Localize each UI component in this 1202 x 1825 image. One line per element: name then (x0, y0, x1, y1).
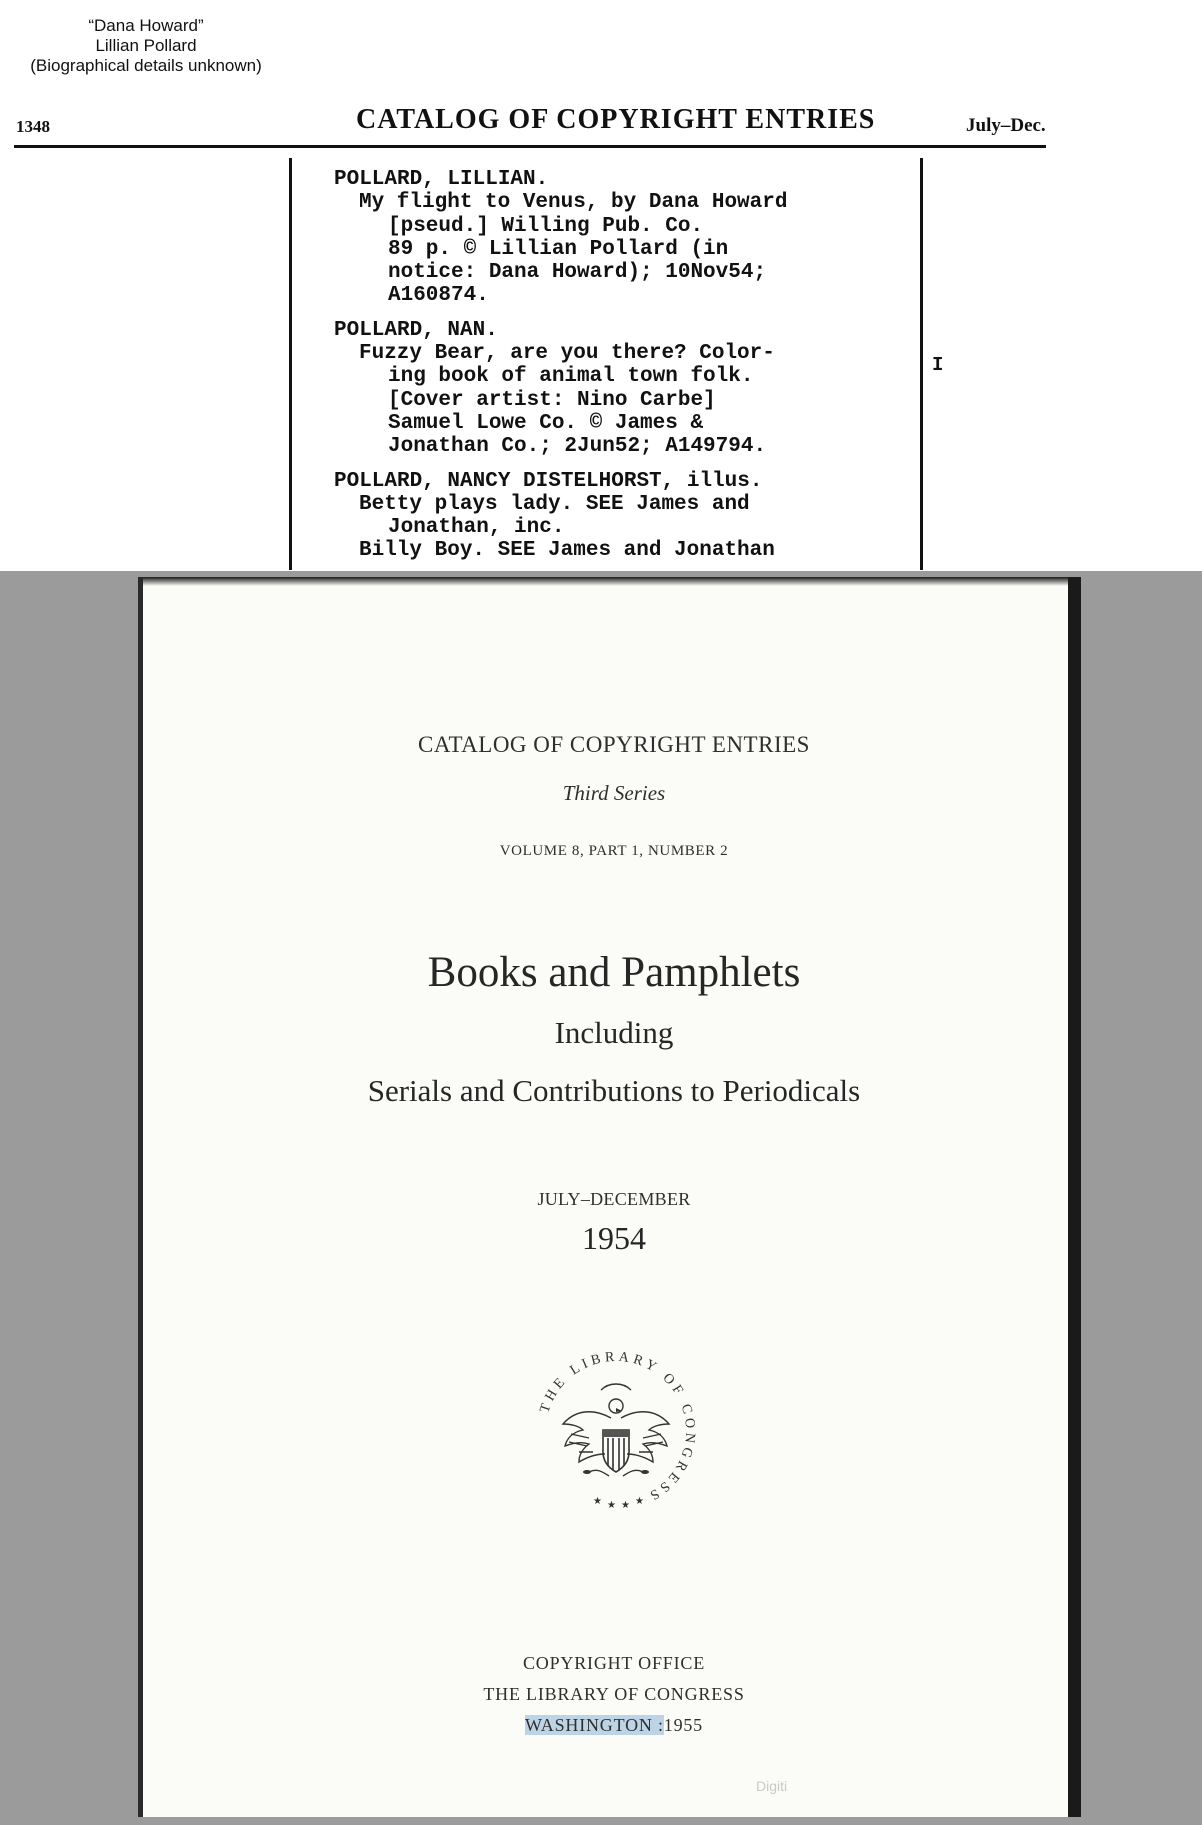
cover-catalog-title: CATALOG OF COPYRIGHT ENTRIES (418, 732, 810, 757)
svg-text:★: ★ (635, 1496, 644, 1507)
cover-including: Including (554, 1015, 674, 1050)
library-of-congress-seal-icon (523, 1338, 709, 1524)
catalog-entry (334, 168, 914, 308)
caption-pseudonym: “Dana Howard” (88, 16, 204, 35)
entry-line: Betty plays lady. SEE James and (359, 492, 750, 516)
entry-line: Jonathan, inc. (388, 516, 565, 540)
caption-real-name: Lillian Pollard (95, 36, 197, 55)
entry-line: Billy Boy. SEE James and Jonathan (359, 539, 775, 563)
caption (0, 16, 292, 76)
entry-line: [pseud.] Willing Pub. Co. (388, 214, 704, 238)
catalog-entries (334, 168, 914, 570)
svg-text:★: ★ (593, 1496, 602, 1507)
entry-name: POLLARD, NAN. (334, 318, 498, 342)
svg-text:THE LIBRARY OF CONGRESS (538, 1350, 698, 1504)
svg-text:★: ★ (621, 1500, 630, 1511)
entry-line: Fuzzy Bear, are you there? Color- (359, 342, 775, 366)
entry-line: My flight to Venus, by Dana Howard (359, 191, 788, 215)
entry-line: Samuel Lowe Co. © James & (388, 411, 704, 435)
cover-volume: VOLUME 8, PART 1, NUMBER 2 (499, 843, 729, 859)
column-rule-right (920, 158, 923, 570)
entry-line: 89 p. © Lillian Pollard (in (388, 237, 729, 261)
cover-main-title: Books and Pamphlets (427, 949, 801, 996)
cover-edge-left (138, 577, 143, 1817)
margin-mark: I (932, 354, 944, 376)
watermark: Digiti (756, 1778, 788, 1794)
header-rule (14, 145, 1046, 148)
cover-office: COPYRIGHT OFFICE (523, 1653, 705, 1673)
caption-note: (Biographical details unknown) (30, 56, 262, 75)
cover-year: 1954 (582, 1220, 646, 1256)
catalog-entry (334, 470, 914, 563)
entry-name: POLLARD, LILLIAN. (334, 168, 549, 191)
cover-series: Third Series (562, 781, 666, 805)
entry-line: Jonathan Co.; 2Jun52; A149794. (388, 435, 767, 459)
page-number: 1348 (16, 117, 50, 136)
seal-text: THE LIBRARY OF CONGRESS (537, 1349, 698, 1505)
running-date: July–Dec. (966, 115, 1046, 136)
cover-subtitle: Serials and Contributions to Periodicals (367, 1073, 861, 1108)
cover-period: JULY–DECEMBER (537, 1189, 691, 1209)
entry-line: notice: Dana Howard); 10Nov54; (388, 261, 767, 285)
cover-pub-year: 1955 (663, 1715, 703, 1735)
entry-line: A160874. (388, 284, 489, 308)
running-title: CATALOG OF COPYRIGHT ENTRIES (356, 104, 876, 135)
cover-edge-top (138, 577, 1080, 586)
entry-line: ing book of animal town folk. (388, 365, 754, 389)
catalog-entry (334, 319, 914, 459)
column-rule-left (289, 158, 292, 570)
cover-imprint (150, 1715, 1078, 1736)
svg-text:★: ★ (607, 1500, 616, 1511)
entry-name: POLLARD, NANCY DISTELHORST, illus. (334, 469, 763, 493)
entry-line: [Cover artist: Nino Carbe] (388, 388, 716, 412)
cover-library: THE LIBRARY OF CONGRESS (483, 1684, 745, 1704)
cover-city: WASHINGTON : (525, 1715, 664, 1735)
